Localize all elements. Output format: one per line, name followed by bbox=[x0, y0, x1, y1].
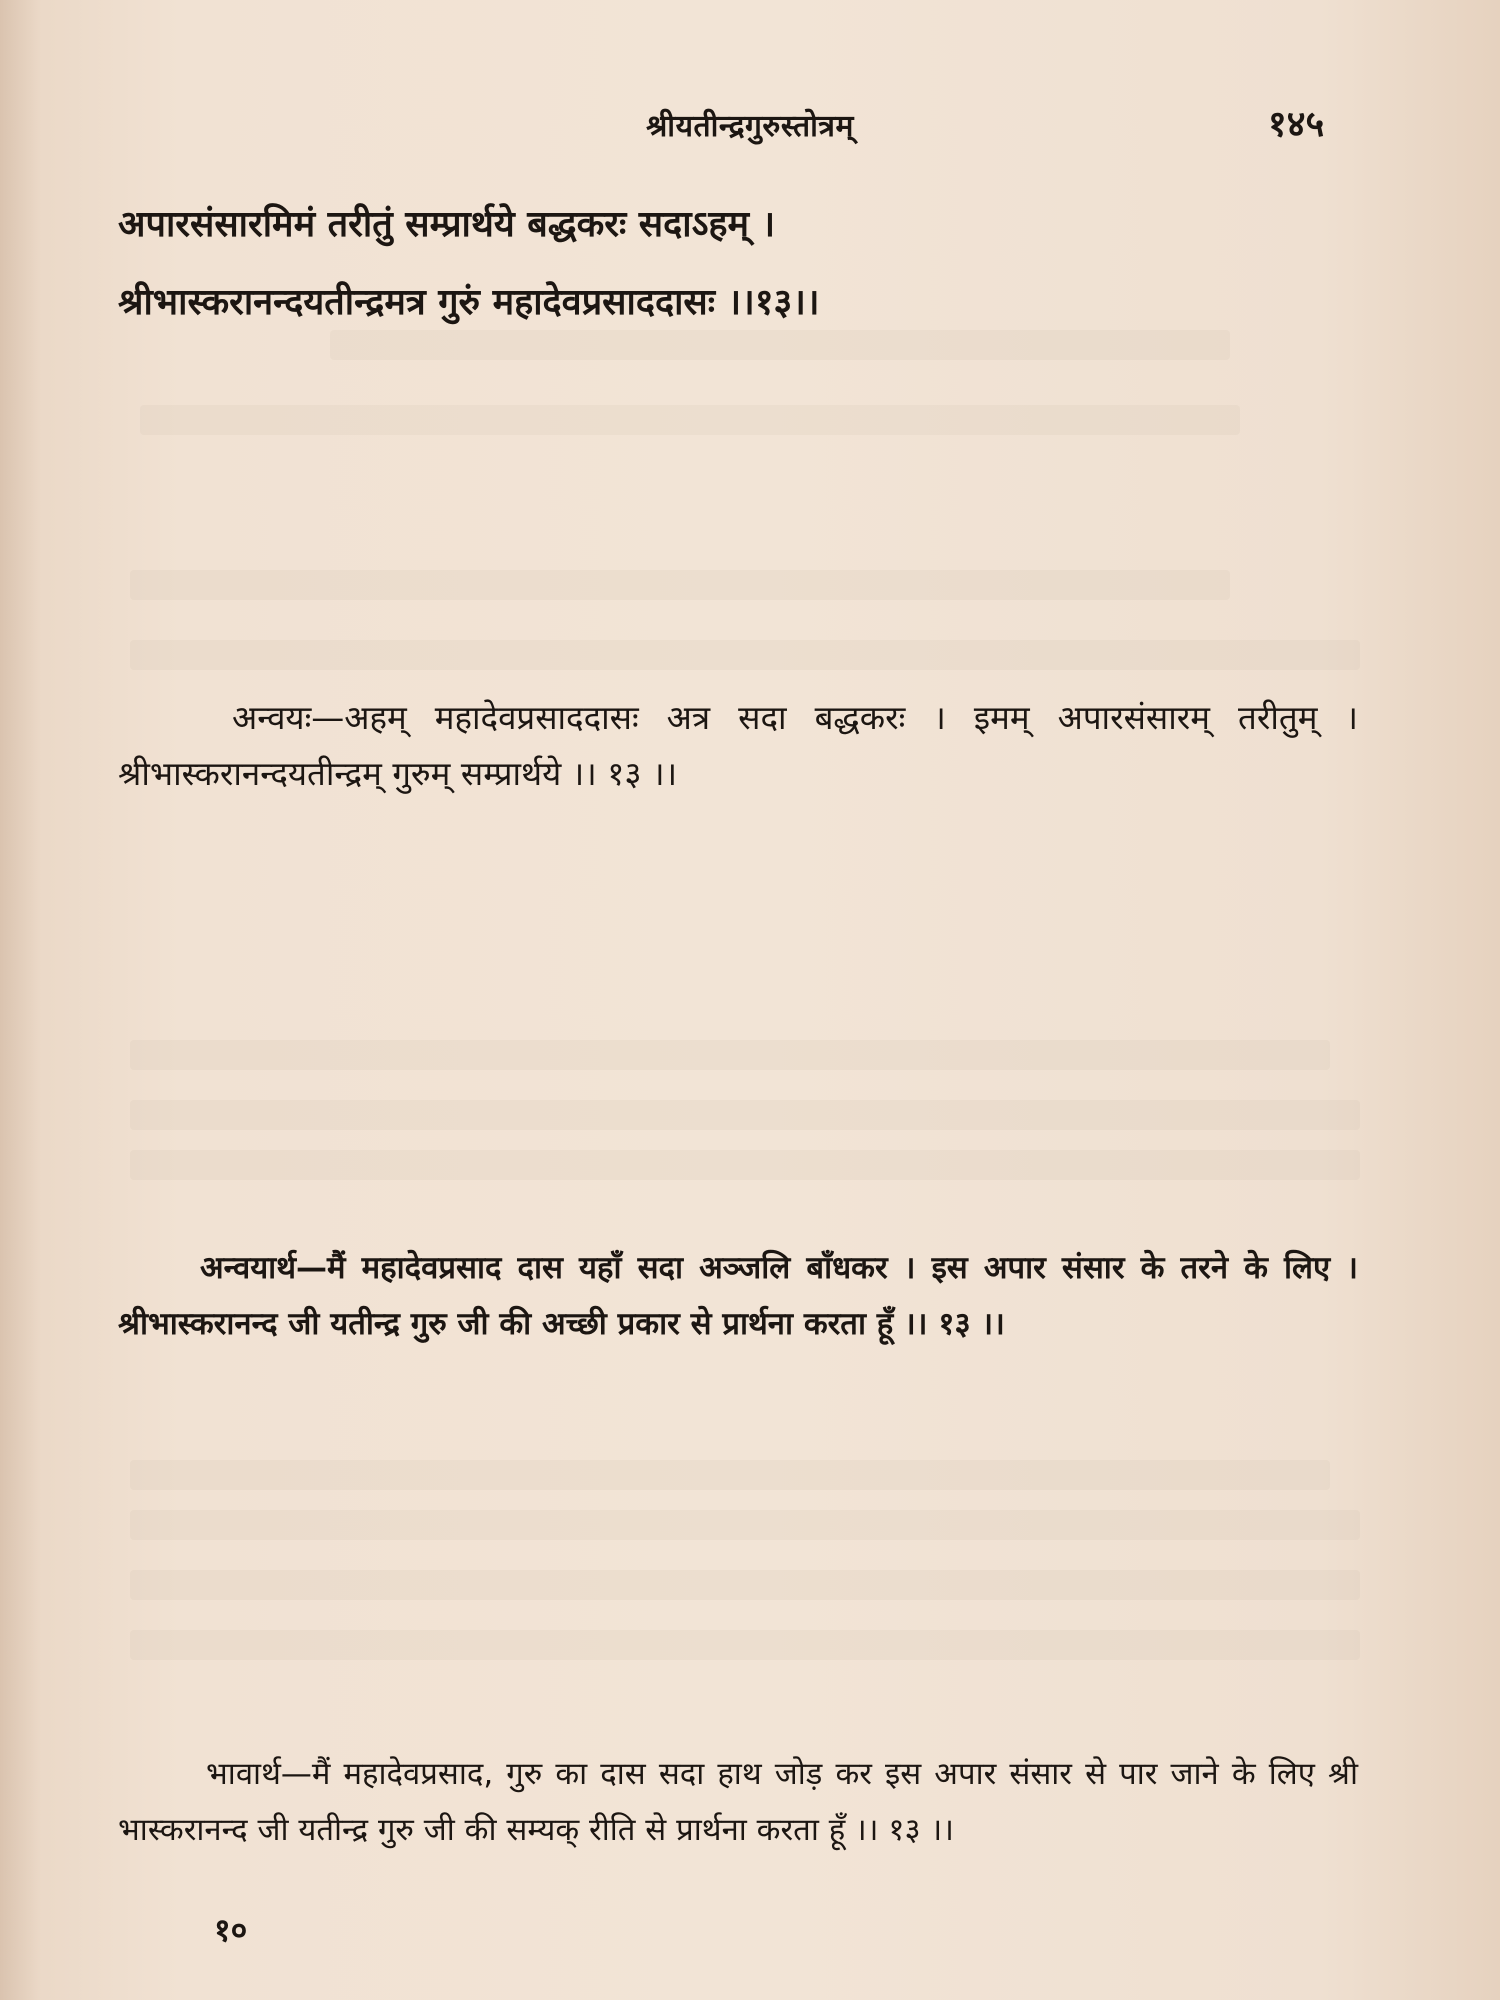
verse-line-2: श्रीभास्करानन्दयतीन्द्रमत्र गुरुं महादेवप्रसाददासः ।।१३।। bbox=[118, 282, 820, 323]
show-through-line bbox=[130, 1100, 1360, 1130]
show-through-line bbox=[130, 640, 1360, 670]
signature-folio: १० bbox=[214, 1911, 248, 1949]
show-through-line bbox=[130, 1460, 1330, 1490]
show-through-line bbox=[130, 1510, 1360, 1540]
anvaya-text: अन्वयः—अहम् महादेवप्रसाददासः अत्र सदा बद्धकरः । इमम् अपारसंसारम् तरीतुम् । श्रीभास्करानन्दयतीन्द्रम् गुरुम् सम्प्रार्थये ।। १३ ।। bbox=[118, 698, 1358, 793]
running-header-title: श्रीयतीन्द्रगुरुस्तोत्रम् bbox=[646, 109, 854, 144]
verse-line-1: अपारसंसारमिमं तरीतुं सम्प्रार्थये बद्धकरः सदाऽहम् । bbox=[118, 204, 776, 245]
show-through-line bbox=[330, 330, 1230, 360]
bhavartha-paragraph bbox=[118, 1746, 1358, 1858]
anvayartha-paragraph bbox=[118, 1240, 1358, 1352]
show-through-line bbox=[130, 1040, 1330, 1070]
page-number: १४५ bbox=[1268, 104, 1325, 145]
show-through-line bbox=[130, 570, 1230, 600]
show-through-line bbox=[130, 1630, 1360, 1660]
bhavartha-text: भावार्थ—मैं महादेवप्रसाद, गुरु का दास सदा हाथ जोड़ कर इस अपार संसार से पार जाने के लिए श्री भास्करानन्द जी यतीन्द्र गुरु जी की सम्यक् रीति से प्रार्थना करता हूँ ।। १३ ।। bbox=[118, 1756, 1358, 1848]
show-through-line bbox=[140, 405, 1240, 435]
show-through-line bbox=[130, 1570, 1360, 1600]
anvaya-paragraph bbox=[118, 690, 1358, 802]
page-fold-shadow bbox=[0, 0, 40, 2000]
show-through-line bbox=[130, 1150, 1360, 1180]
anvayartha-text: अन्वयार्थ—मैं महादेवप्रसाद दास यहाँ सदा अञ्जलि बाँधकर । इस अपार संसार के तरने के लिए । श्रीभास्करानन्द जी यतीन्द्र गुरु जी की अच्छी प्रकार से प्रार्थना करता हूँ ।। १३ ।। bbox=[118, 1250, 1358, 1342]
